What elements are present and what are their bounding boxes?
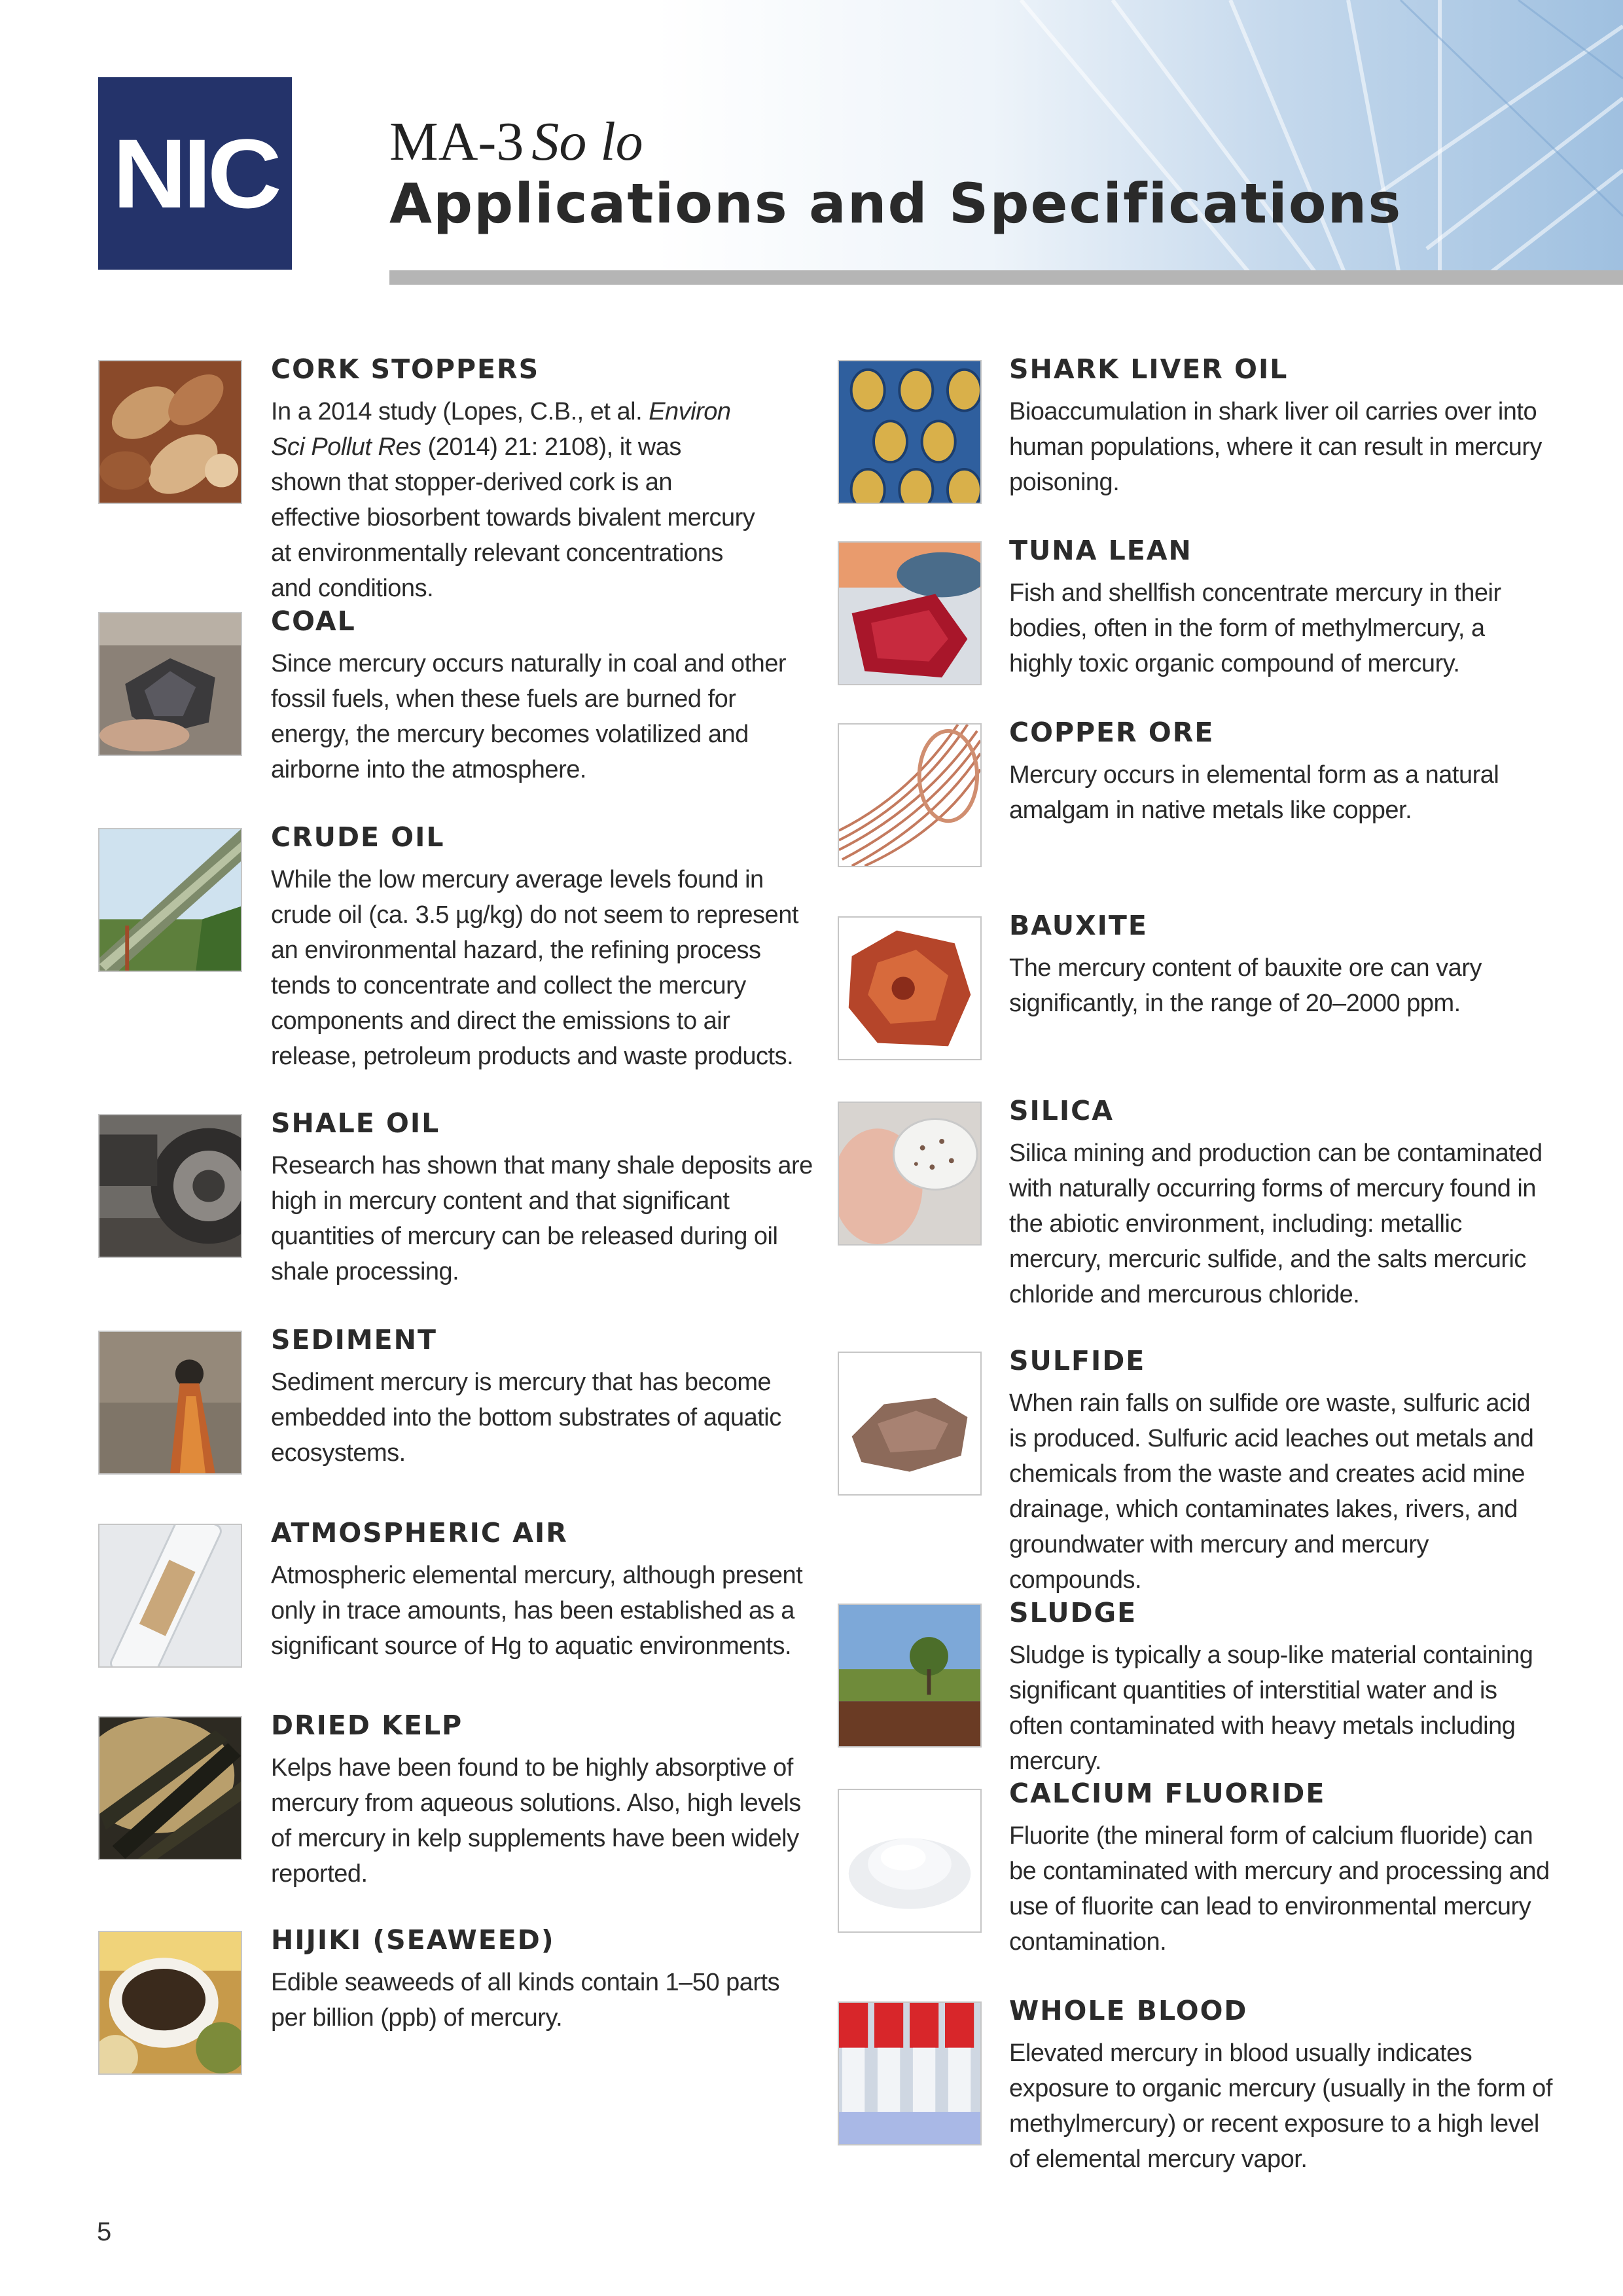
entry-text-crude-oil: While the low mercury average levels found in crude oil (ca. 3.5 µg/kg) do not seem to represent an environmental hazard, the refining process tends to concentrate and collect the mercury components and direct the emissions to air release, petroleum products and waste products. xyxy=(271,866,798,1070)
cork-text-journal: Environ Sci Pollut Res xyxy=(271,398,731,461)
header-decoration xyxy=(982,0,1623,281)
entry-text-copper-ore: Mercury occurs in elemental form as a natural amalgam in native metals like copper. xyxy=(1009,761,1499,824)
shark-liver-oil-capsules-image xyxy=(838,360,982,504)
entry-title-crude-oil: CRUDE OIL xyxy=(271,821,445,853)
coal-image xyxy=(98,612,242,756)
page-number: 5 xyxy=(97,2217,112,2246)
sediment-pipe-image xyxy=(98,1331,242,1475)
tuna-lean-image xyxy=(838,541,982,685)
entry-title-sulfide: SULFIDE xyxy=(1009,1345,1146,1376)
title-divider xyxy=(389,270,1623,285)
entry-text-sediment: Sediment mercury is mercury that has become embedded into the bottom substrates of aquatic ecosystems. xyxy=(271,1369,781,1467)
entry-title-shale-oil: SHALE OIL xyxy=(271,1107,440,1139)
entry-text-atmospheric-air: Atmospheric elemental mercury, although present only in trace amounts, has been established as a significant source of Hg to aquatic environments. xyxy=(271,1562,803,1660)
entry-title-silica: SILICA xyxy=(1009,1095,1114,1126)
sulfide-rock-image xyxy=(838,1352,982,1496)
entry-title-dried-kelp: DRIED KELP xyxy=(271,1710,463,1741)
shale-oil-truck-image xyxy=(98,1114,242,1258)
entry-text-silica: Silica mining and production can be contaminated with naturally occurring forms of mercury found in the abiotic environment, including: metallic mercury, mercuric sulfide, and the salts mercuric chloride and mercurous chloride. xyxy=(1009,1139,1543,1308)
model-title xyxy=(389,110,643,173)
entry-title-shark-liver-oil: SHARK LIVER OIL xyxy=(1009,353,1289,385)
entry-title-bauxite: BAUXITE xyxy=(1009,910,1148,941)
nic-logo xyxy=(98,77,292,270)
model-name: MA-3 xyxy=(389,111,524,172)
cork-text-part2: (2014) 21: 2108), it was shown that stopper-derived cork is an effective biosorbent towards bivalent mercury at environmentally relevant concentrations and conditions. xyxy=(271,433,755,602)
entry-title-hijiki: HIJIKI (SEAWEED) xyxy=(271,1924,555,1956)
entry-text-coal: Since mercury occurs naturally in coal and other fossil fuels, when these fuels are burned for energy, the mercury becomes volatilized and airborne into the atmosphere. xyxy=(271,650,787,783)
crude-oil-pipeline-image xyxy=(98,828,242,972)
page-title: Applications and Specifications xyxy=(389,171,1402,236)
entry-title-atmospheric-air: ATMOSPHERIC AIR xyxy=(271,1517,568,1549)
entry-title-copper-ore: COPPER ORE xyxy=(1009,717,1215,748)
entry-text-sulfide: When rain falls on sulfide ore waste, sulfuric acid is produced. Sulfuric acid leaches out metals and chemicals from the waste and creates acid mine drainage, which contaminates lakes, rivers, and groundwater with mercury and mercury compounds. xyxy=(1009,1390,1534,1594)
entry-text-calcium-fluoride: Fluorite (the mineral form of calcium fluoride) can be contaminated with mercury and processing and use of fluorite can lead to environmental mercury contamination. xyxy=(1009,1822,1550,1956)
entry-text-whole-blood: Elevated mercury in blood usually indicates exposure to organic mercury (usually in the form of methylmercury) or recent exposure to a high level of elemental mercury vapor. xyxy=(1009,2039,1552,2173)
entry-text-dried-kelp: Kelps have been found to be highly absorptive of mercury from aqueous solutions. Also, high levels of mercury in kelp supplements have been widely reported. xyxy=(271,1754,801,1888)
entry-text-shale-oil: Research has shown that many shale deposits are high in mercury content and that significant quantities of mercury can be released during oil shale processing. xyxy=(271,1152,813,1285)
model-sub: So lo xyxy=(531,111,643,172)
entry-text-shark-liver-oil: Bioaccumulation in shark liver oil carries over into human populations, where it can result in mercury poisoning. xyxy=(1009,398,1543,496)
cork-text-part1: In a 2014 study (Lopes, C.B., et al. xyxy=(271,398,649,425)
entry-text-cork-stoppers xyxy=(271,394,755,606)
entry-title-sediment: SEDIMENT xyxy=(271,1324,437,1355)
entry-title-whole-blood: WHOLE BLOOD xyxy=(1009,1995,1248,2026)
logo-text: NIC xyxy=(112,118,278,228)
entry-text-tuna-lean: Fish and shellfish concentrate mercury in their bodies, often in the form of methylmercury, a highly toxic organic compound of mercury. xyxy=(1009,579,1501,677)
entry-text-bauxite: The mercury content of bauxite ore can vary significantly, in the range of 20–2000 ppm. xyxy=(1009,954,1482,1017)
hijiki-seaweed-image xyxy=(98,1931,242,2075)
entry-title-coal: COAL xyxy=(271,605,356,637)
entry-text-sludge: Sludge is typically a soup-like material containing significant quantities of interstitial water and is often contaminated with heavy metals including mercury. xyxy=(1009,1641,1533,1775)
dried-kelp-image xyxy=(98,1716,242,1860)
atmospheric-air-tube-image xyxy=(98,1524,242,1668)
silica-image xyxy=(838,1102,982,1246)
bauxite-rock-image xyxy=(838,916,982,1060)
entry-title-tuna-lean: TUNA LEAN xyxy=(1009,535,1192,566)
copper-wire-image xyxy=(838,723,982,867)
entry-text-hijiki: Edible seaweeds of all kinds contain 1–50 parts per billion (ppb) of mercury. xyxy=(271,1969,780,2032)
cork-stoppers-image xyxy=(98,360,242,504)
entry-title-cork-stoppers: CORK STOPPERS xyxy=(271,353,540,385)
sludge-pond-image xyxy=(838,1604,982,1748)
calcium-fluoride-powder-image xyxy=(838,1789,982,1933)
entry-title-calcium-fluoride: CALCIUM FLUORIDE xyxy=(1009,1778,1326,1809)
blood-sample-tubes-image xyxy=(838,2001,982,2145)
entry-title-sludge: SLUDGE xyxy=(1009,1597,1137,1628)
